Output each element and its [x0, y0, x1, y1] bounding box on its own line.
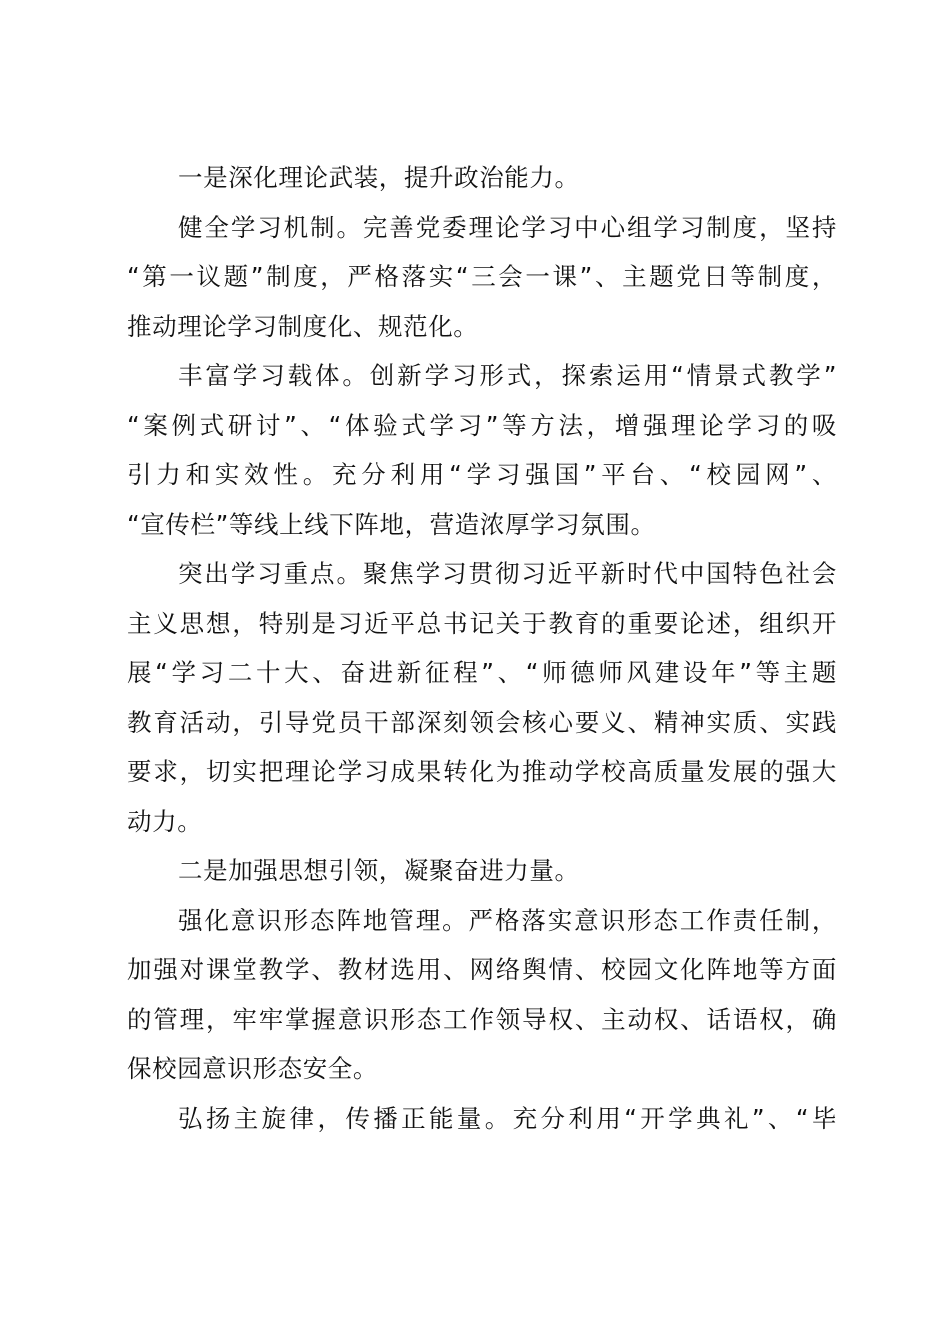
paragraph-2 [127, 203, 837, 352]
paragraph-line: “宣传栏”等线上线下阵地，营造浓厚学习氛围。 [127, 509, 656, 539]
document-body [127, 153, 837, 1143]
paragraph-line: 要求，切实把理论学习成果转化为推动学校高质量发展的强大 [127, 757, 837, 786]
paragraph-line: 展“学习二十大、奋进新征程”、“师德师风建设年”等主题 [127, 658, 837, 687]
paragraph-line: 推动理论学习制度化、规范化。 [127, 311, 479, 341]
paragraph-line: 突出学习重点。聚焦学习贯彻习近平新时代中国特色社会 [178, 559, 837, 588]
paragraph-7 [127, 1094, 837, 1144]
paragraph-4 [127, 549, 837, 846]
paragraph-line: 丰富学习载体。创新学习形式，探索运用“情景式教学” [178, 361, 837, 390]
paragraph-5 [127, 846, 837, 896]
paragraph-6 [127, 896, 837, 1094]
paragraph-line: 的管理，牢牢掌握意识形态工作领导权、主动权、话语权，确 [127, 1004, 837, 1034]
paragraph-line: 强化意识形态阵地管理。严格落实意识形态工作责任制， [178, 905, 837, 935]
paragraph-line: 主义思想，特别是习近平总书记关于教育的重要论述，组织开 [127, 608, 837, 638]
paragraph-line: 二是加强思想引领，凝聚奋进力量。 [178, 856, 580, 885]
paragraph-1 [127, 153, 837, 203]
paragraph-line: 弘扬主旋律，传播正能量。充分利用“开学典礼”、“毕 [178, 1103, 837, 1133]
paragraph-line: “案例式研讨”、“体验式学习”等方法，增强理论学习的吸 [127, 410, 837, 440]
paragraph-line: 引力和实效性。充分利用“学习强国”平台、“校园网”、 [127, 460, 837, 489]
paragraph-line: 健全学习机制。完善党委理论学习中心组学习制度，坚持 [178, 212, 837, 242]
paragraph-line: 动力。 [127, 806, 203, 836]
paragraph-line: 保校园意识形态安全。 [127, 1054, 378, 1083]
paragraph-line: 教育活动，引导党员干部深刻领会核心要义、精神实质、实践 [127, 707, 837, 737]
paragraph-line: 加强对课堂教学、教材选用、网络舆情、校园文化阵地等方面 [127, 955, 837, 984]
paragraph-line: “第一议题”制度，严格落实“三会一课”、主题党日等制度， [127, 262, 837, 291]
paragraph-line: 一是深化理论武装，提升政治能力。 [178, 163, 580, 192]
paragraph-3 [127, 351, 837, 549]
